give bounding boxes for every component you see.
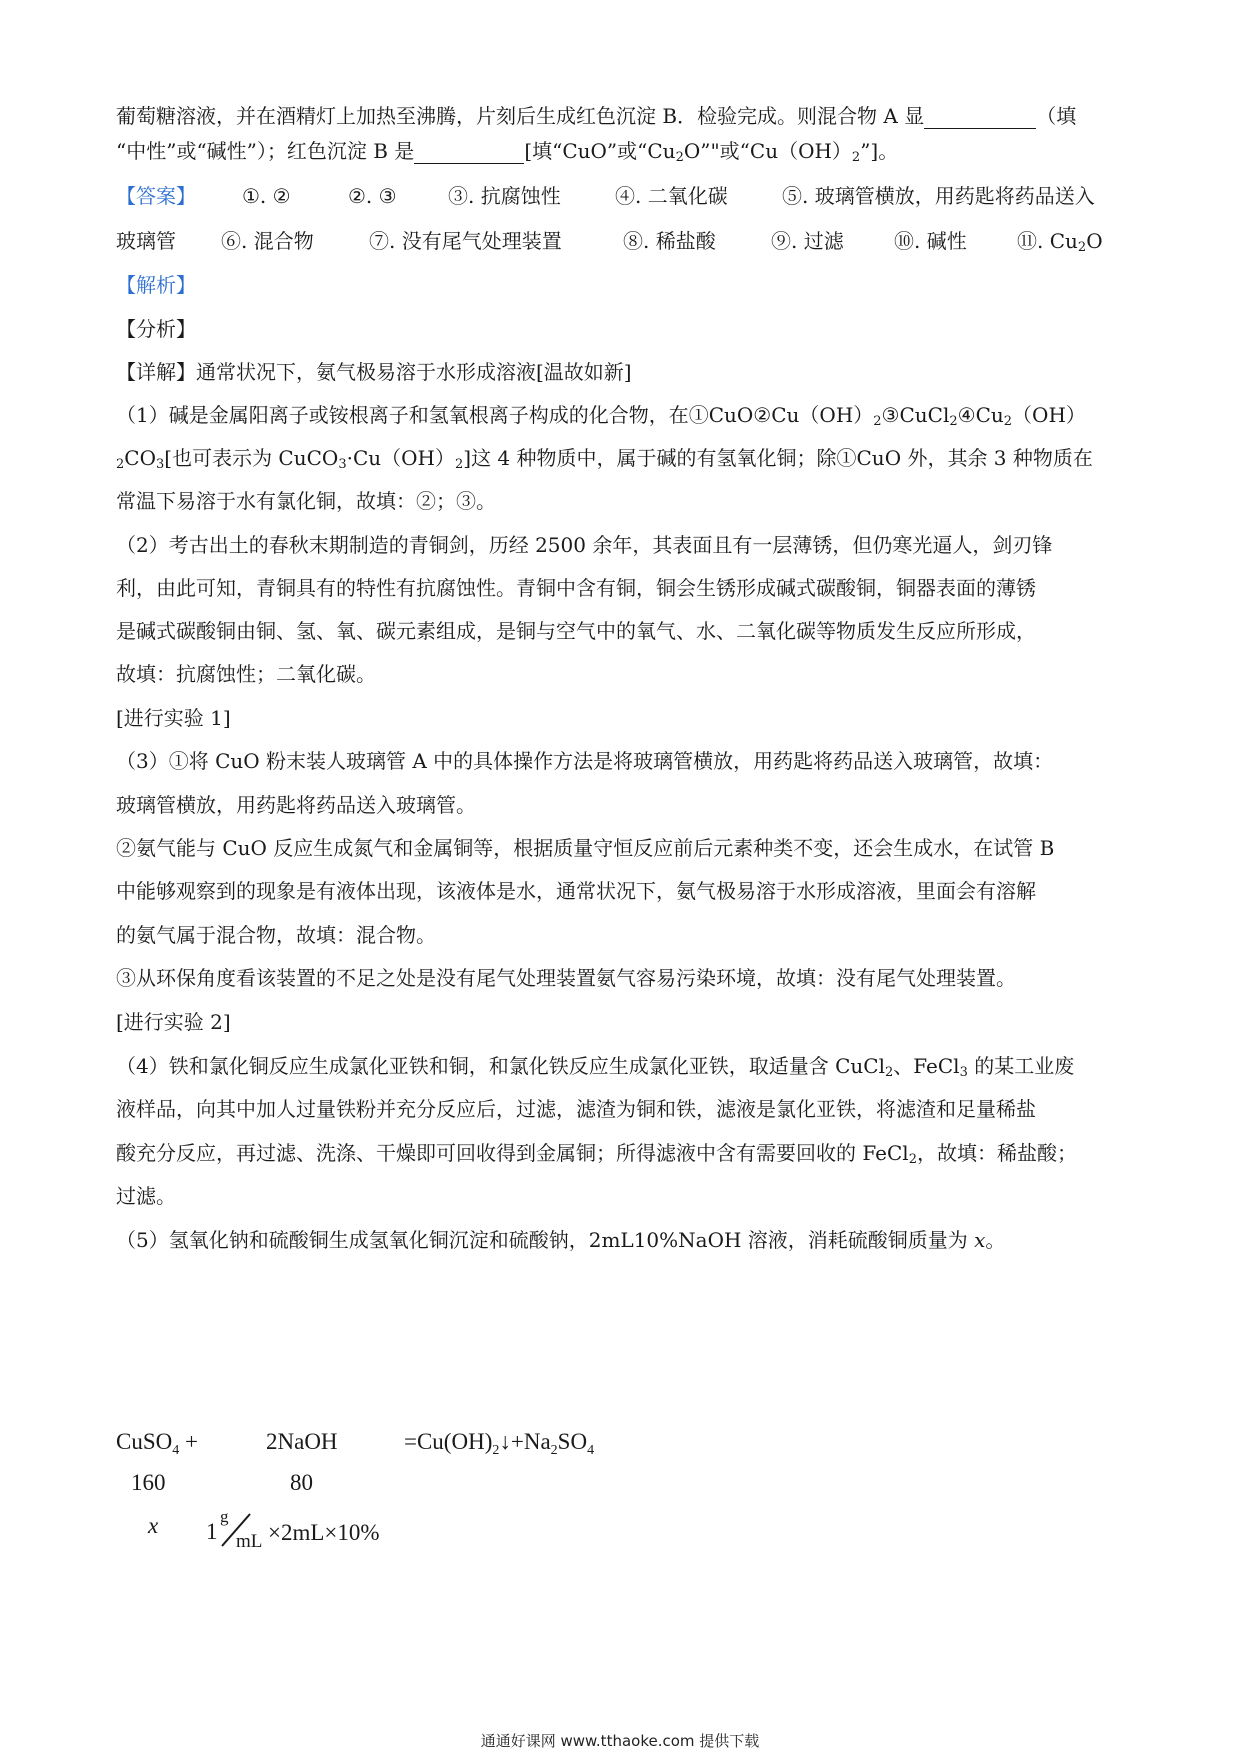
answer-item: ⑧. 稀盐酸 [623,229,716,253]
eq-reactant-cuso4 [116,1429,198,1458]
subscript: 2 [949,414,958,429]
text: ③CuCl [881,403,950,427]
text: ，故填：稀盐酸； [916,1141,1077,1165]
question-text: O”"或“Cu（OH） [683,139,852,163]
text: =Cu(OH) [404,1429,493,1454]
q5-line-1 [116,1225,1136,1255]
text: 的某工业废 [967,1054,1075,1078]
eq-coefficient: 1 [206,1519,218,1544]
answer-item: ①. ② [242,184,291,208]
q1-line-1 [116,400,1136,430]
experiment-1-heading: [进行实验 1] [116,706,231,730]
q3-line-2: 玻璃管横放，用药匙将药品送入玻璃管。 [116,793,476,817]
question-line-2 [116,136,1136,166]
eq-reactant-naoh: 2NaOH [266,1429,338,1454]
text: CuSO [116,1429,173,1454]
answer-tag: 【答案】 [116,184,196,208]
answer-item [1017,226,1103,256]
answer-item: ⑤. 玻璃管横放，用药匙将药品送入 [782,184,1095,208]
analysis-tag: 【解析】 [116,273,196,297]
text: ④Cu [957,403,1004,427]
eq-unit-denominator: mL [236,1531,263,1552]
subscript: 2 [1003,414,1013,429]
answer-item: ③. 抗腐蚀性 [448,184,561,208]
text: （5）氢氧化钠和硫酸铜生成氢氧化铜沉淀和硫酸钠，2mL10%NaOH 溶液，消耗硫酸铜质量为 [116,1228,968,1252]
detail-intro: 【详解】通常状况下，氨气极易溶于水形成溶液[温故如新] [116,360,632,384]
text: ↓+Na [499,1429,551,1454]
subscript: 3 [338,457,347,472]
text: ·Cu（OH） [346,446,455,470]
question-text: ”]。 [860,139,899,163]
question-text: [填“CuO”或“Cu [524,139,676,163]
q4-line-3 [116,1138,1136,1168]
q4-line-2: 液样品，向其中加人过量铁粉并充分反应后，过滤，滤渣为铜和铁，滤液是氯化亚铁，将滤渣和足量稀盐 [116,1097,1036,1121]
subscript: 2 [116,457,125,472]
answer-item: ④. 二氧化碳 [615,184,728,208]
answer-blank[interactable] [414,143,524,164]
q2-line-1: （2）考古出土的春秋末期制造的青铜剑，历经 2500 余年，其表面且有一层薄锈，但仍寒光逼人，剑刃锋 [116,533,1053,557]
q3-line-6: ③从环保角度看该装置的不足之处是没有尾气处理装置氨气容易污染环境，故填：没有尾气处理装置。 [116,966,1016,990]
subscript: 4 [587,1443,595,1458]
text: 、FeCl [893,1054,960,1078]
eq-unknown-x: x [148,1513,159,1538]
q2-line-3: 是碱式碳酸铜由铜、氢、氧、碳元素组成，是铜与空气中的氧气、水、二氧化碳等物质发生反应所形成， [116,619,1036,643]
text: [也可表示为 CuCO [164,446,339,470]
text: 。 [985,1228,1006,1252]
text: 酸充分反应，再过滤、洗涤、干燥即可回收得到金属铜；所得滤液中含有需要回收的 FeCl [116,1141,909,1165]
answer-item: ②. ③ [348,184,397,208]
answer-item: ⑦. 没有尾气处理装置 [369,229,562,253]
subscript: 2 [492,1443,500,1458]
q1-line-3: 常温下易溶于水有氯化铜，故填：②；③。 [116,489,496,513]
answer-item-text: O [1086,229,1103,253]
fenxi-tag: 【分析】 [116,317,196,341]
experiment-2-heading: [进行实验 2] [116,1010,231,1034]
text: + [179,1429,198,1454]
text: （1）碱是金属阳离子或铵根离子和氢氧根离子构成的化合物，在①CuO②Cu（OH） [116,403,874,427]
q3-line-3: ②氨气能与 CuO 反应生成氮气和金属铜等，根据质量守恒反应前后元素种类不变，还会生成水，在试管 B [116,836,1055,860]
q3-line-4: 中能够观察到的现象是有液体出现，该液体是水，通常状况下，氨气极易溶于水形成溶液，里面会有溶解 [116,879,1036,903]
q3-line-1: （3）①将 CuO 粉末装人玻璃管 A 中的具体操作方法是将玻璃管横放，用药匙将药品送入玻璃管，故填： [116,749,1054,773]
eq-products [404,1429,595,1458]
question-text: “中性”或“碱性”）；红色沉淀 B 是 [116,139,415,163]
subscript: 2 [851,150,861,165]
q3-line-5: 的氨气属于混合物，故填：混合物。 [116,923,436,947]
page-footer: 通通好课网 www.tthaoke.com 提供下载 [480,1732,760,1750]
answer-item: ⑥. 混合物 [221,229,314,253]
text: SO [557,1429,588,1454]
subscript: 2 [454,457,464,472]
subscript: 3 [959,1065,968,1080]
eq-molar-mass-naoh: 80 [290,1470,313,1495]
answer-item-text: ⑪. Cu [1017,229,1078,253]
q4-line-4: 过滤。 [116,1184,176,1208]
text: ]这 4 种物质中，属于碱的有氢氧化铜；除①CuO 外，其余 3 种物质在 [463,446,1093,470]
eq-molar-mass-cuso4: 160 [131,1470,166,1495]
q2-line-2: 利，由此可知，青铜具有的特性有抗腐蚀性。青铜中含有铜，铜会生锈形成碱式碳酸铜，铜器表面的薄锈 [116,576,1036,600]
subscript: 2 [908,1152,917,1167]
subscript: 4 [172,1443,180,1458]
q2-line-4: 故填：抗腐蚀性；二氧化碳。 [116,662,376,686]
question-text: （填 [1036,104,1077,128]
question-text: 葡萄糖溶液，并在酒精灯上加热至沸腾，片刻后生成红色沉淀 B．检验完成。则混合物 A 显 [116,104,925,128]
text: （OH） [1012,403,1086,427]
subscript: 2 [675,150,684,165]
answer-item: 玻璃管 [116,229,176,253]
q4-line-1 [116,1051,1136,1081]
answer-item: ⑨. 过滤 [771,229,844,253]
subscript: 2 [1077,240,1087,255]
subscript: 2 [550,1443,558,1458]
text: CO [124,446,156,470]
subscript: 2 [873,414,882,429]
question-line-1 [116,101,1136,131]
subscript: 2 [884,1065,894,1080]
variable-x: x [967,1228,986,1252]
answer-blank[interactable] [924,108,1036,129]
text: （4）铁和氯化铜反应生成氯化亚铁和铜，和氯化铁反应生成氯化亚铁，取适量含 CuCl [116,1054,885,1078]
subscript: 3 [155,457,165,472]
q1-line-2 [116,443,1136,473]
answer-item: ⑩. 碱性 [894,229,967,253]
eq-unit-numerator: g [220,1507,229,1526]
eq-naoh-mass-expression: ×2mL×10% [268,1520,380,1545]
